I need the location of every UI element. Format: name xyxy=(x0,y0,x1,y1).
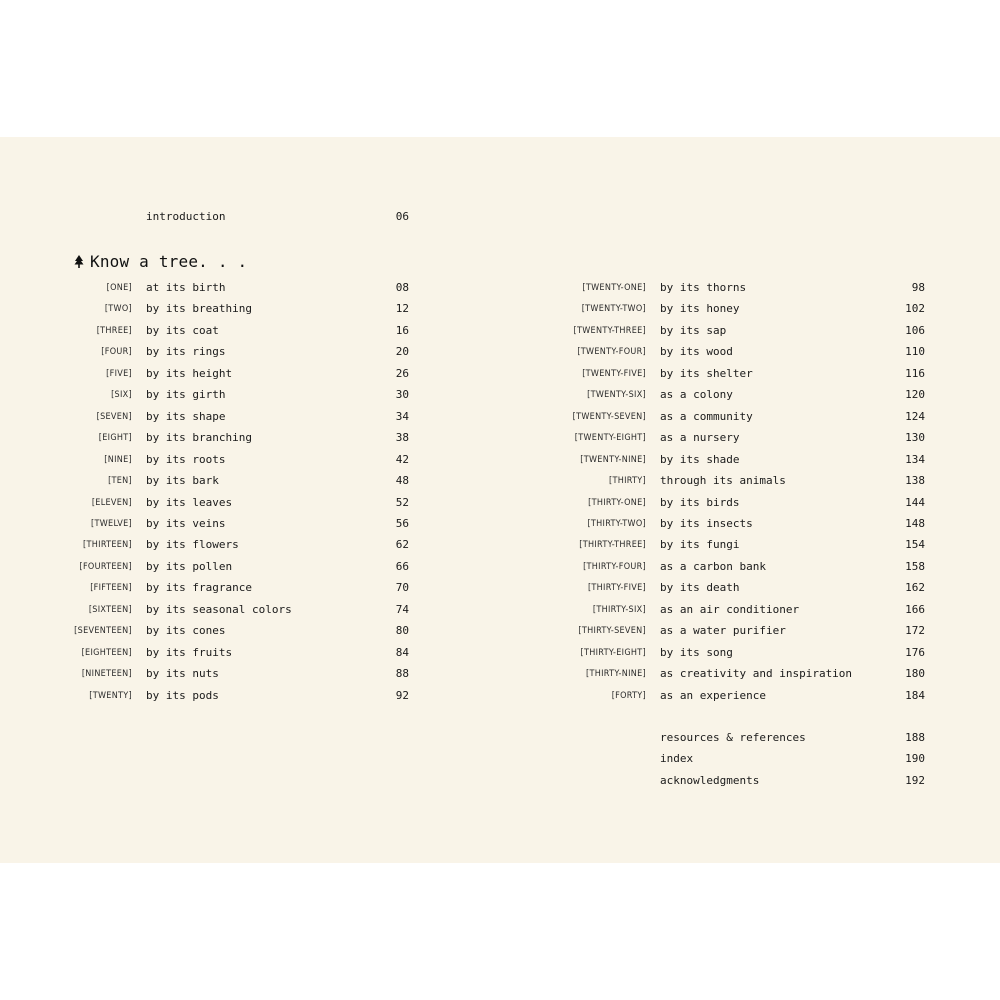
page-number: 84 xyxy=(395,645,409,659)
chapter-title: by its nuts xyxy=(146,667,219,681)
intro-page: 06 xyxy=(395,210,409,223)
chapter-title: by its leaves xyxy=(146,495,233,509)
chapter-number: [THIRTY-ONE] xyxy=(588,497,646,508)
toc-entry xyxy=(0,278,1000,298)
chapter-number: [THIRTY-SIX] xyxy=(592,604,646,615)
chapter-number: [ONE] xyxy=(106,283,132,293)
chapter-number: [TWENTY-NINE] xyxy=(580,454,646,465)
chapter-title: as an air conditioner xyxy=(660,602,800,616)
chapter-number: [TWENTY-SIX] xyxy=(587,390,646,401)
page-number: 154 xyxy=(905,538,925,552)
page-number: 08 xyxy=(395,281,409,294)
toc-entry xyxy=(0,686,1000,706)
chapter-title: at its birth xyxy=(146,281,226,294)
page-number: 98 xyxy=(911,281,925,294)
intro-title: introduction xyxy=(146,210,226,223)
page-number: 162 xyxy=(905,581,925,595)
page-number: 52 xyxy=(395,495,409,509)
page-number: 110 xyxy=(905,345,925,359)
chapter-title: by its sap xyxy=(660,323,727,337)
chapter-title: by its girth xyxy=(146,388,226,402)
chapter-title: by its honey xyxy=(660,302,740,316)
chapter-title: by its flowers xyxy=(146,538,239,552)
chapter-title: by its shelter xyxy=(660,366,753,380)
page-number: 130 xyxy=(905,431,925,445)
toc-entry xyxy=(0,749,1000,769)
chapter-number: [TWENTY] xyxy=(89,690,132,701)
chapter-title: by its roots xyxy=(146,452,226,466)
page-number: 56 xyxy=(395,516,409,530)
page-number: 80 xyxy=(395,624,409,638)
chapter-title: by its wood xyxy=(660,345,733,359)
chapter-number: [SIXTEEN] xyxy=(88,604,132,615)
chapter-title: by its height xyxy=(146,366,233,380)
chapter-title: by its breathing xyxy=(146,302,252,316)
page-number: 134 xyxy=(905,452,925,466)
intro-row xyxy=(0,207,1000,227)
toc-entry xyxy=(0,728,1000,748)
book-spread xyxy=(0,137,1000,863)
chapter-number: [THIRTY-SEVEN] xyxy=(578,626,646,637)
chapter-title: by its coat xyxy=(146,323,219,337)
chapter-title: resources & references xyxy=(660,731,806,744)
toc-entry xyxy=(0,428,1000,448)
chapter-number: [EIGHTEEN] xyxy=(81,647,132,658)
page-number: 190 xyxy=(905,752,925,766)
page-number: 38 xyxy=(395,431,409,445)
toc-entry xyxy=(0,621,1000,641)
chapter-number: [FOURTEEN] xyxy=(79,561,132,572)
toc-entry xyxy=(0,514,1000,534)
chapter-number: [NINETEEN] xyxy=(81,669,132,680)
toc-entry xyxy=(0,342,1000,362)
chapter-title: by its birds xyxy=(660,495,740,509)
chapter-number: [ELEVEN] xyxy=(91,497,132,508)
toc-entry xyxy=(0,364,1000,384)
page-number: 106 xyxy=(905,323,925,337)
chapter-title: by its thorns xyxy=(660,281,747,294)
chapter-number: [THIRTY-TWO] xyxy=(587,518,646,529)
page-number: 26 xyxy=(395,366,409,380)
page-number: 120 xyxy=(905,388,925,402)
page-number: 48 xyxy=(395,474,409,488)
chapter-title: by its rings xyxy=(146,345,226,359)
page-number: 70 xyxy=(395,581,409,595)
toc-entry xyxy=(0,385,1000,405)
page-number: 144 xyxy=(905,495,925,509)
toc-entry xyxy=(0,557,1000,577)
chapter-number: [THIRTY] xyxy=(609,476,646,487)
chapter-number: [THIRTY-FOUR] xyxy=(583,561,646,572)
chapter-title: by its branching xyxy=(146,431,252,445)
page-number: 124 xyxy=(905,409,925,423)
chapter-title: by its pollen xyxy=(146,559,233,573)
toc-entry xyxy=(0,600,1000,620)
chapter-number: [FIVE] xyxy=(106,368,132,379)
chapter-title: as a carbon bank xyxy=(660,559,766,573)
toc-entry xyxy=(0,643,1000,663)
page-number: 166 xyxy=(905,602,925,616)
chapter-title: by its seasonal colors xyxy=(146,602,292,616)
chapter-title: as a community xyxy=(660,409,753,423)
chapter-title: by its song xyxy=(660,645,733,659)
chapter-number: [TWELVE] xyxy=(91,518,132,529)
chapter-title: as a nursery xyxy=(660,431,740,445)
chapter-number: [THIRTY-NINE] xyxy=(586,669,646,680)
chapter-number: [EIGHT] xyxy=(98,433,132,444)
chapter-number: [SEVEN] xyxy=(96,411,132,422)
chapter-title: as creativity and inspiration xyxy=(660,667,853,681)
page-number: 172 xyxy=(905,624,925,638)
page-number: 180 xyxy=(905,667,925,681)
page-number: 92 xyxy=(395,688,409,702)
page-number: 34 xyxy=(395,409,409,423)
chapter-title: as a colony xyxy=(660,388,733,402)
page-number: 102 xyxy=(905,302,925,316)
chapter-title: through its animals xyxy=(660,474,786,488)
chapter-title: by its shade xyxy=(660,452,740,466)
chapter-title: by its fragrance xyxy=(146,581,252,595)
chapter-number: [TWENTY-SEVEN] xyxy=(572,411,646,422)
chapter-title: by its pods xyxy=(146,688,219,702)
chapter-number: [TWENTY-TWO] xyxy=(581,304,646,315)
page-number: 74 xyxy=(395,602,409,616)
toc-entry xyxy=(0,407,1000,427)
heading-text: Know a tree. . . xyxy=(90,252,248,271)
chapter-title: by its cones xyxy=(146,624,226,638)
chapter-number: [NINE] xyxy=(104,454,132,465)
chapter-number: [TEN] xyxy=(108,476,132,487)
page-number: 16 xyxy=(395,323,409,337)
tree-icon xyxy=(74,255,84,269)
toc-entry xyxy=(0,299,1000,319)
toc-entry xyxy=(0,471,1000,491)
page-number: 62 xyxy=(395,538,409,552)
toc-entry xyxy=(0,450,1000,470)
chapter-number: [FOUR] xyxy=(101,347,132,358)
chapter-number: [SIX] xyxy=(111,390,132,401)
chapter-title: acknowledgments xyxy=(660,773,760,787)
chapter-number: [TWENTY-FIVE] xyxy=(582,368,646,379)
toc-entry xyxy=(0,535,1000,555)
page-number: 12 xyxy=(395,302,409,316)
page-number: 192 xyxy=(905,773,925,787)
chapter-title: index xyxy=(660,752,694,766)
chapter-number: [TWENTY-THREE] xyxy=(573,325,646,336)
page-number: 148 xyxy=(905,516,925,530)
toc-entry xyxy=(0,664,1000,684)
chapter-title: as a water purifier xyxy=(660,624,786,638)
chapter-title: by its shape xyxy=(146,409,226,423)
chapter-title: by its fungi xyxy=(660,538,740,552)
chapter-title: as an experience xyxy=(660,688,766,702)
page-number: 188 xyxy=(905,731,925,744)
chapter-title: by its fruits xyxy=(146,645,233,659)
chapter-title: by its veins xyxy=(146,516,226,530)
toc-entry xyxy=(0,578,1000,598)
chapter-number: [THIRTEEN] xyxy=(83,540,132,551)
page-number: 20 xyxy=(395,345,409,359)
page-number: 138 xyxy=(905,474,925,488)
chapter-number: [SEVENTEEN] xyxy=(74,626,132,637)
toc-entry xyxy=(0,771,1000,791)
chapter-number: [TWO] xyxy=(104,304,132,315)
chapter-title: by its bark xyxy=(146,474,219,488)
page-number: 184 xyxy=(905,688,925,702)
chapter-number: [FIFTEEN] xyxy=(90,583,132,594)
chapter-number: [THIRTY-THREE] xyxy=(579,540,646,551)
chapter-number: [THIRTY-FIVE] xyxy=(587,583,646,594)
page-number: 66 xyxy=(395,559,409,573)
chapter-number: [TWENTY-FOUR] xyxy=(577,347,646,358)
chapter-number: [THREE] xyxy=(96,325,132,336)
page-number: 88 xyxy=(395,667,409,681)
chapter-title: by its insects xyxy=(660,516,753,530)
page-number: 30 xyxy=(395,388,409,402)
page-number: 116 xyxy=(905,366,925,380)
page-number: 176 xyxy=(905,645,925,659)
page-number: 158 xyxy=(905,559,925,573)
chapter-number: [TWENTY-EIGHT] xyxy=(574,433,646,444)
chapter-number: [FORTY] xyxy=(611,690,646,701)
toc-entry xyxy=(0,493,1000,513)
toc-entry xyxy=(0,321,1000,341)
page-number: 42 xyxy=(395,452,409,466)
chapter-number: [TWENTY-ONE] xyxy=(582,283,646,293)
chapter-title: by its death xyxy=(660,581,740,595)
chapter-number: [THIRTY-EIGHT] xyxy=(580,647,646,658)
